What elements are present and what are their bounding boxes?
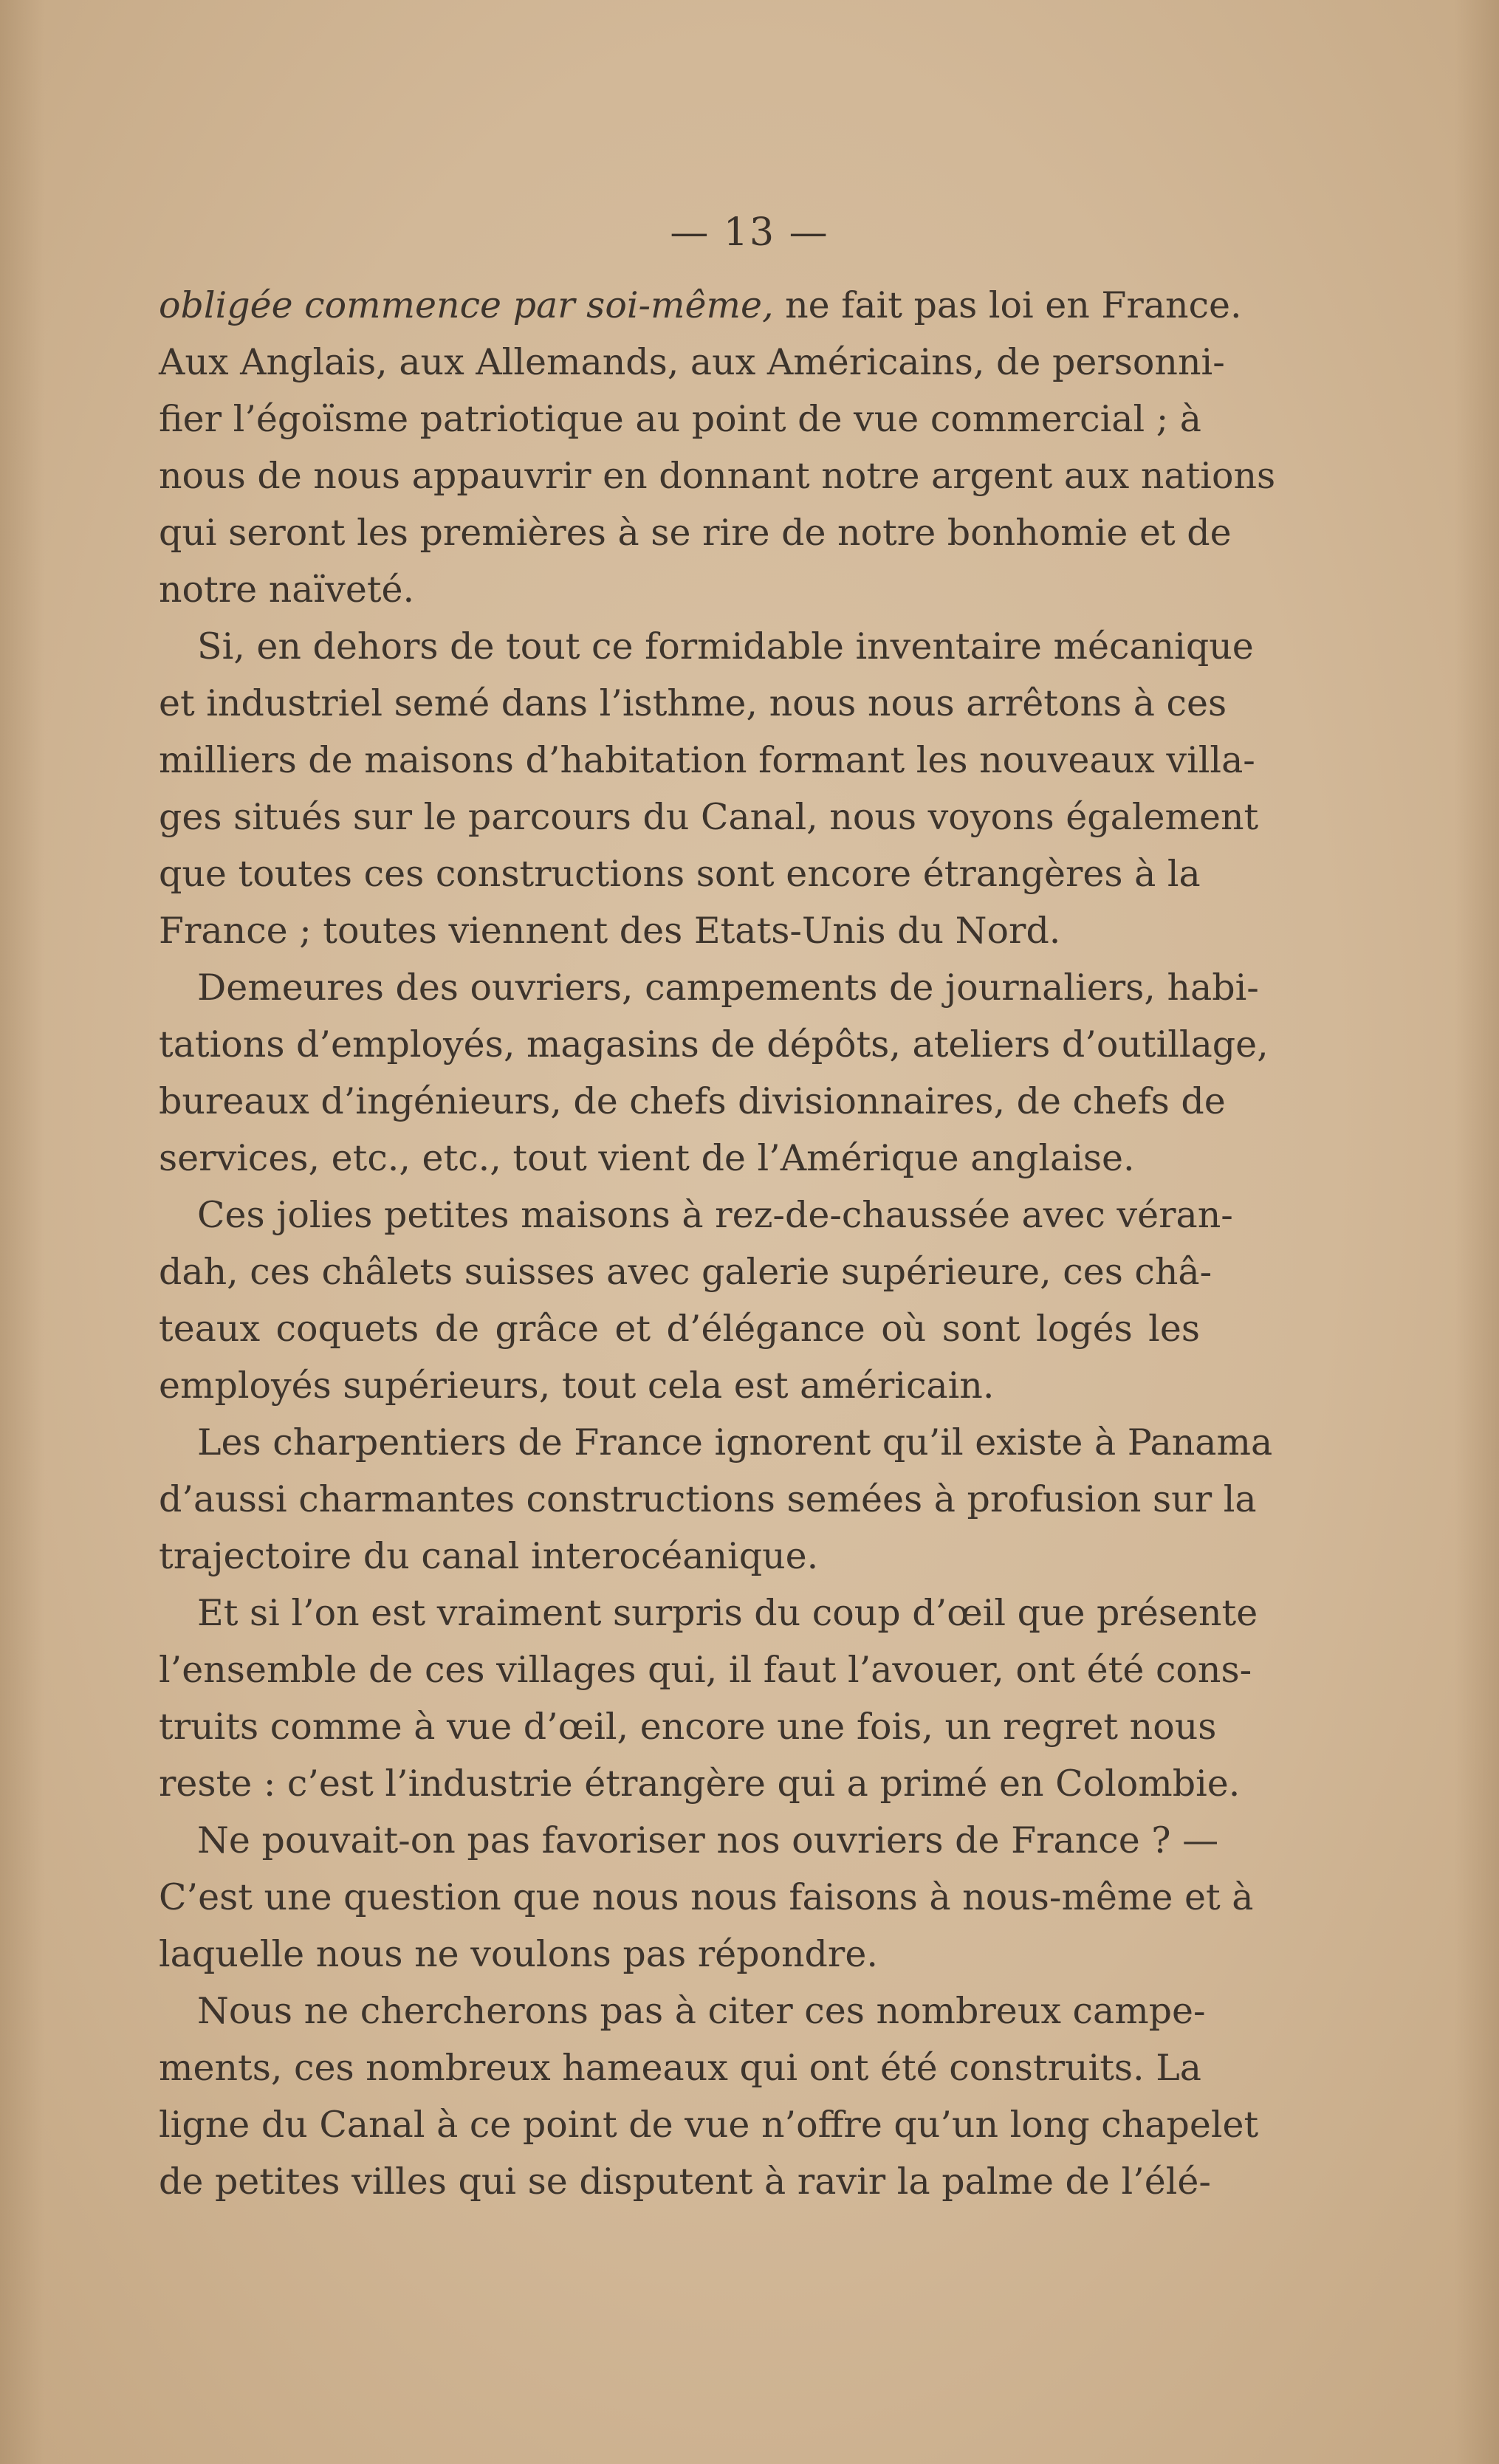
text-line <box>159 1869 1254 1926</box>
page-edge-left <box>0 0 44 2464</box>
text-line-content: Et si l’on est vraiment surpris du coup d’œil que présente <box>197 1592 1258 1634</box>
text-line-content: reste : c’est l’industrie étrangère qui a primé en Colombie. <box>159 1763 1241 1805</box>
text-line-content: dah, ces châlets suisses avec galerie supérieure, ces châ- <box>159 1251 1212 1293</box>
text-line <box>159 1187 1233 1243</box>
text-line-content: de petites villes qui se disputent à ravir la palme de l’élé- <box>159 2161 1211 2203</box>
text-line <box>159 1585 1258 1641</box>
text-line <box>159 1471 1257 1528</box>
page-edge-right <box>1455 0 1499 2464</box>
text-line <box>159 1414 1273 1471</box>
page-number-header: — 13 — <box>670 210 829 255</box>
text-line-content: Ces jolies petites maisons à rez-de-chaussée avec véran- <box>197 1194 1233 1236</box>
text-line-content: d’aussi charmantes constructions semées à profusion sur la <box>159 1478 1257 1520</box>
text-line-content: Les charpentiers de France ignorent qu’il existe à Panama <box>197 1421 1273 1463</box>
text-line <box>159 1812 1219 1869</box>
text-line-content: France ; toutes viennent des Etats-Unis du Nord. <box>159 910 1061 952</box>
text-line <box>159 1698 1217 1755</box>
text-line <box>159 2153 1211 2210</box>
text-line-content: Ne pouvait-on pas favoriser nos ouvriers de France ? — <box>197 1819 1219 1861</box>
text-line-content: Si, en dehors de tout ce formidable inventaire mécanique <box>197 625 1254 668</box>
text-line-content: Nous ne chercherons pas à citer ces nombreux campe- <box>197 1990 1206 2032</box>
text-line-content: qui seront les premières à se rire de notre bonhomie et de <box>159 512 1232 554</box>
text-line-content: milliers de maisons d’habitation formant les nouveaux villa- <box>159 739 1255 781</box>
text-line-content: bureaux d’ingénieurs, de chefs divisionnaires, de chefs de <box>159 1080 1226 1122</box>
text-line <box>159 1243 1212 1300</box>
text-line-content: nous de nous appauvrir en donnant notre argent aux nations <box>159 455 1276 497</box>
text-line <box>159 2039 1200 2096</box>
text-line <box>159 1983 1206 2039</box>
text-line <box>159 334 1225 391</box>
text-line-content: que toutes ces constructions sont encore étrangères à la <box>159 853 1201 895</box>
text-line <box>159 1641 1252 1698</box>
text-line-content: C’est une question que nous nous faisons à nous-même et à <box>159 1876 1254 1918</box>
text-line-content: trajectoire du canal interocéanique. <box>159 1535 819 1577</box>
text-line <box>159 1300 1200 1357</box>
text-line <box>159 447 1276 504</box>
text-line-content: laquelle nous ne voulons pas répondre. <box>159 1933 878 1975</box>
text-line <box>159 789 1259 845</box>
body-text <box>159 277 1276 2210</box>
text-line-content: tations d’employés, magasins de dépôts, ateliers d’outillage, <box>159 1023 1269 1065</box>
text-line-content: teaux coquets de grâce et d’élégance où sont logés les <box>159 1308 1200 1350</box>
text-line <box>159 391 1200 447</box>
text-line <box>159 1073 1226 1130</box>
text-line <box>159 2096 1259 2153</box>
text-line <box>159 561 1200 618</box>
text-line <box>159 1016 1269 1073</box>
text-line <box>159 732 1255 789</box>
text-line-content: et industriel semé dans l’isthme, nous nous arrêtons à ces <box>159 682 1227 724</box>
text-line <box>159 845 1200 902</box>
text-line-content: services, etc., etc., tout vient de l’Amérique anglaise. <box>159 1137 1135 1179</box>
text-line <box>159 1926 1200 1983</box>
text-line <box>159 1528 1200 1585</box>
text-line <box>159 1357 1200 1414</box>
text-line-content: l’ensemble de ces villages qui, il faut l’avouer, ont été cons- <box>159 1649 1252 1691</box>
text-line <box>159 902 1200 959</box>
italic-phrase: obligée commence par soi-même, <box>159 284 774 326</box>
text-line-content: ges situés sur le parcours du Canal, nous voyons également <box>159 796 1259 838</box>
text-line-content: Aux Anglais, aux Allemands, aux Américains, de personni- <box>159 341 1225 383</box>
text-line-content: ligne du Canal à ce point de vue n’offre qu’un long chapelet <box>159 2104 1259 2146</box>
text-line-content: fier l’égoïsme patriotique au point de vue commercial ; à <box>159 398 1202 440</box>
text-line-content: notre naïveté. <box>159 569 415 611</box>
text-line-content: ments, ces nombreux hameaux qui ont été construits. La <box>159 2047 1201 2089</box>
text-line <box>159 277 1242 334</box>
text-line-content: ne fait pas loi en France. <box>773 284 1242 326</box>
text-line-content: Demeures des ouvriers, campements de journaliers, habi- <box>197 967 1259 1009</box>
text-line <box>159 504 1232 561</box>
text-line <box>159 959 1259 1016</box>
text-line <box>159 1130 1200 1187</box>
text-line-content: truits comme à vue d’œil, encore une fois, un regret nous <box>159 1706 1217 1748</box>
text-line <box>159 1755 1241 1812</box>
text-line <box>159 618 1254 675</box>
text-line-content: employés supérieurs, tout cela est américain. <box>159 1365 995 1407</box>
text-line <box>159 675 1227 732</box>
